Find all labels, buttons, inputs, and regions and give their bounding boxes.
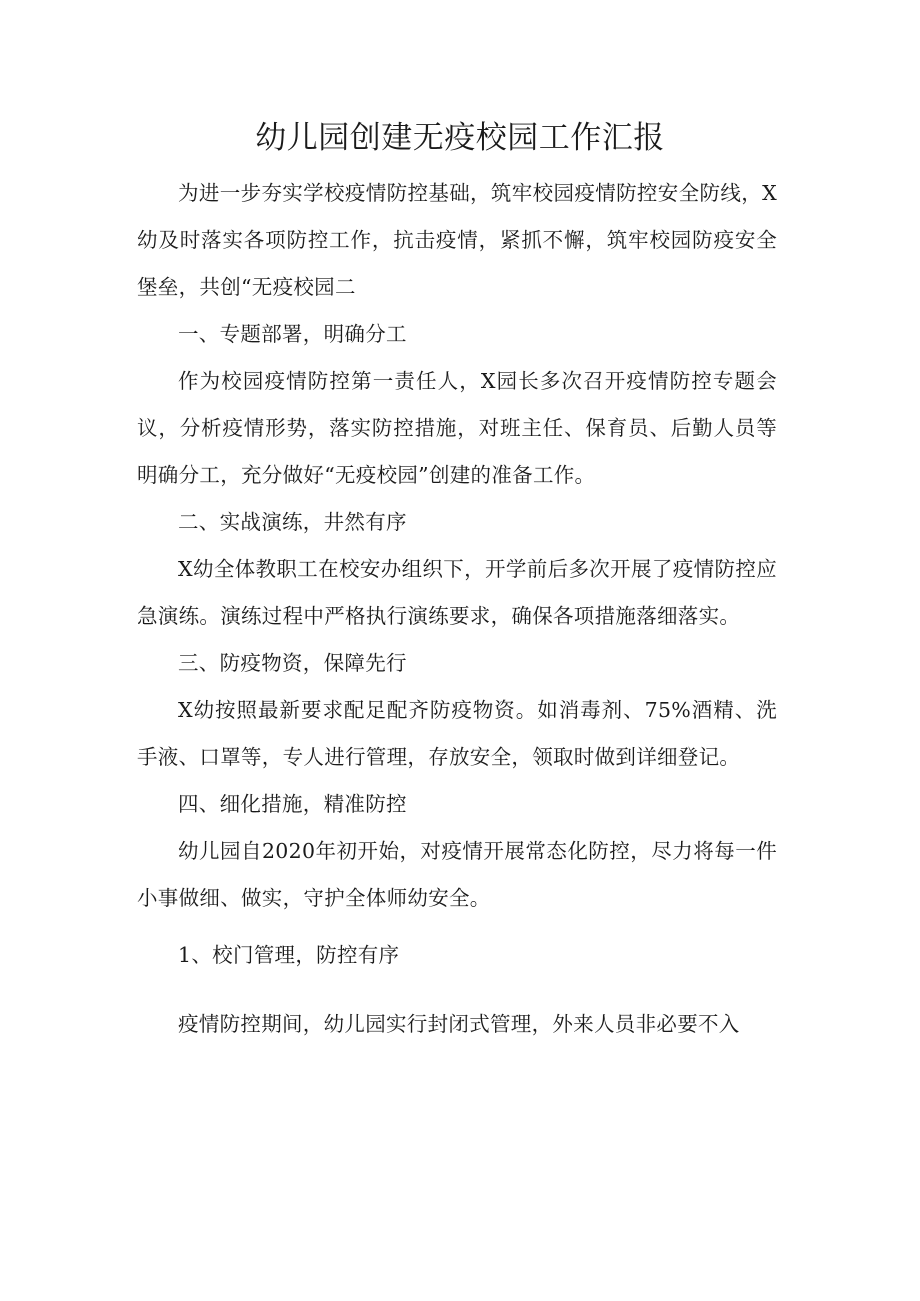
section-heading-2: 二、实战演练，井然有序 xyxy=(178,510,407,534)
section-heading-3: 三、防疫物资，保障先行 xyxy=(178,651,407,675)
section-3-paragraph: X幼按照最新要求配足配齐防疫物资。如消毒剂、75%酒精、洗手液、口罩等，专人进行管理，存放安全，领取时做到详细登记。 xyxy=(137,698,777,769)
subsection-1-paragraph: 疫情防控期间，幼儿园实行封闭式管理，外来人员非必要不入 xyxy=(178,1012,740,1036)
section-1-paragraph: 作为校园疫情防控第一责任人，X园长多次召开疫情防控专题会议，分析疫情形势，落实防控措施，对班主任、保育员、后勤人员等明确分工，充分做好“无疫校园”创建的准备工作。 xyxy=(137,369,777,487)
document-body xyxy=(137,170,777,1048)
section-4-paragraph: 幼儿园自2020年初开始，对疫情开展常态化防控，尽力将每一件小事做细、做实，守护全体师幼安全。 xyxy=(137,839,777,910)
section-heading-4: 四、细化措施，精准防控 xyxy=(178,792,407,816)
document-title: 幼儿园创建无疫校园工作汇报 xyxy=(255,120,665,156)
section-2-paragraph: X幼全体教职工在校安办组织下，开学前后多次开展了疫情防控应急演练。演练过程中严格执行演练要求，确保各项措施落细落实。 xyxy=(137,557,777,628)
section-heading-1: 一、专题部署，明确分工 xyxy=(178,322,407,346)
intro-paragraph: 为进一步夯实学校疫情防控基础，筑牢校园疫情防控安全防线，X幼及时落实各项防控工作，抗击疫情，紧抓不懈，筑牢校园防疫安全堡垒，共创“无疫校园二 xyxy=(137,181,777,299)
subsection-heading-1: 1、校门管理，防控有序 xyxy=(178,943,400,967)
